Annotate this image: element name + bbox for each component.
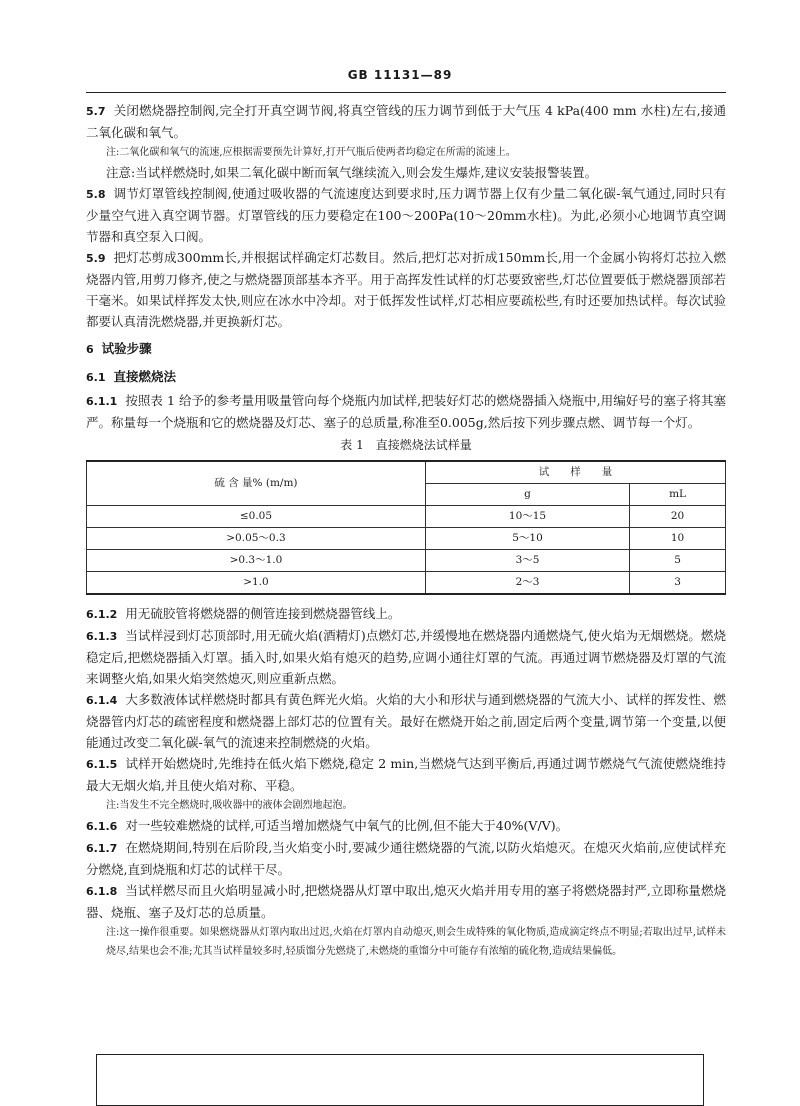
table-cell-g: 3～5 — [425, 550, 629, 572]
paragraph-6-1-1: 6.1.1 按照表 1 给予的参考量用吸量管向每个烧瓶内加试样,把装好灯芯的燃烧器插入烧瓶中,用编好号的塞子将其塞严。称量每一个烧瓶和它的燃烧器及灯芯、塞子的总质量,称准至0.005g,然后按下列步骤点燃、调节每一个灯。 — [86, 393, 726, 430]
document-body — [86, 100, 726, 961]
paragraph — [86, 753, 726, 796]
table-cell-ml: 20 — [630, 506, 726, 528]
paragraph — [86, 183, 726, 247]
table-cell-range: ≤0.05 — [87, 506, 426, 528]
table-cell-range: >1.0 — [87, 572, 426, 595]
paragraph — [86, 815, 726, 837]
table-row — [87, 550, 726, 572]
paragraph-text: 注意:当试样燃烧时,如果二氧化碳中断而氧气继续流入,则会发生爆炸,建议安装报警装置。 — [106, 165, 598, 180]
paragraph — [86, 837, 726, 880]
table-row — [87, 528, 726, 550]
table-cell-ml: 10 — [630, 528, 726, 550]
sample-amount-header: 试 样 量 — [425, 461, 725, 484]
table-cell-ml: 5 — [630, 550, 726, 572]
table-caption: 表 1 直接燃烧法试样量 — [340, 438, 472, 452]
paragraph-text: 试样开始燃烧时,先维持在低火焰下燃烧,稳定 2 min,当燃烧气达到平衡后,再通过调节燃烧气气流使燃烧维持最大无烟火焰,并且使火焰对称、平稳。 — [86, 756, 726, 793]
clause-number: 6.1.6 — [86, 820, 118, 833]
note-paragraph — [86, 143, 726, 162]
paragraph — [86, 689, 726, 753]
clause-number: 6.1.3 — [86, 630, 118, 643]
table-row — [87, 506, 726, 528]
paragraph — [86, 100, 726, 143]
paragraph-text: 大多数液体试样燃烧时都具有黄色辉光火焰。火焰的大小和形状与通到燃烧器的气流大小、试样的挥发性、燃烧器管内灯芯的疏密程度和燃烧器上部灯芯的位置有关。最好在燃烧开始之前,固定后两个变量,调节第一个变量,以便能通过改变二氧化碳-氧气的流速来控制燃烧的火焰。 — [86, 692, 726, 750]
header-rule — [86, 92, 726, 93]
table-cell-g: 10～15 — [425, 506, 629, 528]
paragraph-text: 注:二氧化碳和氧气的流速,应根据需要预先计算好,打开气瓶后使两者均稳定在所需的流速上。 — [106, 147, 516, 158]
clause-number: 6.1.8 — [86, 885, 118, 898]
paragraph — [86, 247, 726, 332]
table-cell-range: >0.3～1.0 — [87, 550, 426, 572]
page-header: GB 11131—89 — [347, 68, 453, 82]
note-paragraph — [86, 923, 726, 961]
footer-box — [96, 1054, 704, 1106]
table-cell-ml: 3 — [630, 572, 726, 595]
paragraph — [86, 603, 726, 625]
clause-number: 5.8 — [86, 188, 106, 201]
paragraph-text: 当试样浸到灯芯顶部时,用无硫火焰(酒精灯)点燃灯芯,并缓慢地在燃烧器内通燃烧气,使火焰为无烟燃烧。燃烧稳定后,把燃烧器插入灯罩。插入时,如果火焰有熄灭的趋势,应调小通往灯罩的气流。再通过调节燃烧器及灯罩的气流来调整火焰,如果火焰突然熄灭,则应重新点燃。 — [86, 628, 726, 686]
table-cell-range: >0.05～0.3 — [87, 528, 426, 550]
clause-number: 6.1.7 — [86, 842, 118, 855]
paragraph-text: 对一些较难燃烧的试样,可适当增加燃烧气中氧气的比例,但不能大于40%(V/V)。 — [125, 818, 569, 833]
note-paragraph — [86, 796, 726, 815]
clause-number: 5.7 — [86, 105, 106, 118]
paragraph — [86, 880, 726, 923]
unit-g-header: g — [425, 484, 629, 506]
paragraph-text: 用无硫胶管将燃烧器的侧管连接到燃烧器管线上。 — [125, 606, 401, 621]
paragraph-text: 注:这一操作很重要。如果燃烧器从灯罩内取出过迟,火焰在灯罩内自动熄灭,则会生成特殊的氧化物质,造成滴定终点不明显;若取出过早,试样未烧尽,结果也会不准;尤其当试样量较多时,轻质馏分先燃烧了,未燃烧的重馏分中可能存有浓缩的硫化物,造成结果偏低。 — [106, 927, 726, 957]
clause-number: 6.1.4 — [86, 694, 118, 707]
section-6-heading: 6 试验步骤 — [86, 341, 152, 356]
paragraph-text: 把灯芯剪成300mm长,并根据试样确定灯芯数目。然后,把灯芯对折成150mm长,用一个金属小钩将灯芯拉入燃烧器内管,用剪刀修齐,使之与燃烧器顶部基本齐平。用于高挥发性试样的灯芯要致密些,灯芯位置要低于燃烧器顶部若干毫米。如果试样挥发太快,则应在冰水中冷却。对于低挥发性试样,灯芯相应要疏松些,有时还要加热试样。每次试验都要认真清洗燃烧器,并更换新灯芯。 — [86, 250, 726, 329]
paragraph-text: 关闭燃烧器控制阀,完全打开真空调节阀,将真空管线的压力调节到低于大气压 4 kPa(400 mm 水柱)左右,接通二氧化碳和氧气。 — [86, 103, 726, 140]
paragraph-text: 调节灯罩管线控制阀,使通过吸收器的气流速度达到要求时,压力调节器上仅有少量二氧化碳-氧气通过,同时只有少量空气进入真空调节器。灯罩管线的压力要稳定在100～200Pa(10～20mm水柱)。为此,必须小心地调节真空调节器和真空泵入口阀。 — [86, 186, 726, 244]
sulfur-content-header: 硫 含 量% (m/m) — [87, 461, 426, 506]
sample-amount-table — [86, 460, 726, 595]
clause-number: 6.1.2 — [86, 608, 118, 621]
paragraph-text: 在燃烧期间,特别在后阶段,当火焰变小时,要减少通往燃烧器的气流,以防火焰熄灭。在熄灭火焰前,应使试样充分燃烧,直到烧瓶和灯芯的试样干尽。 — [86, 840, 726, 877]
table-cell-g: 2～3 — [425, 572, 629, 595]
paragraph — [86, 162, 726, 183]
paragraph — [86, 625, 726, 689]
table-row — [87, 572, 726, 595]
unit-ml-header: mL — [630, 484, 726, 506]
section-6-1-paragraphs — [86, 603, 726, 961]
paragraph-text: 注:当发生不完全燃烧时,吸收器中的液体会剧烈地起泡。 — [106, 800, 353, 811]
section-6-1-heading: 6.1 直接燃烧法 — [86, 369, 177, 384]
table-cell-g: 5～10 — [425, 528, 629, 550]
clause-number: 5.9 — [86, 252, 106, 265]
clause-number: 6.1.5 — [86, 758, 118, 771]
paragraph-text: 当试样燃尽而且火焰明显减小时,把燃烧器从灯罩中取出,熄灭火焰并用专用的塞子将燃烧器封严,立即称量燃烧器、烧瓶、塞子及灯芯的总质量。 — [86, 883, 726, 920]
section-5-paragraphs — [86, 100, 726, 332]
